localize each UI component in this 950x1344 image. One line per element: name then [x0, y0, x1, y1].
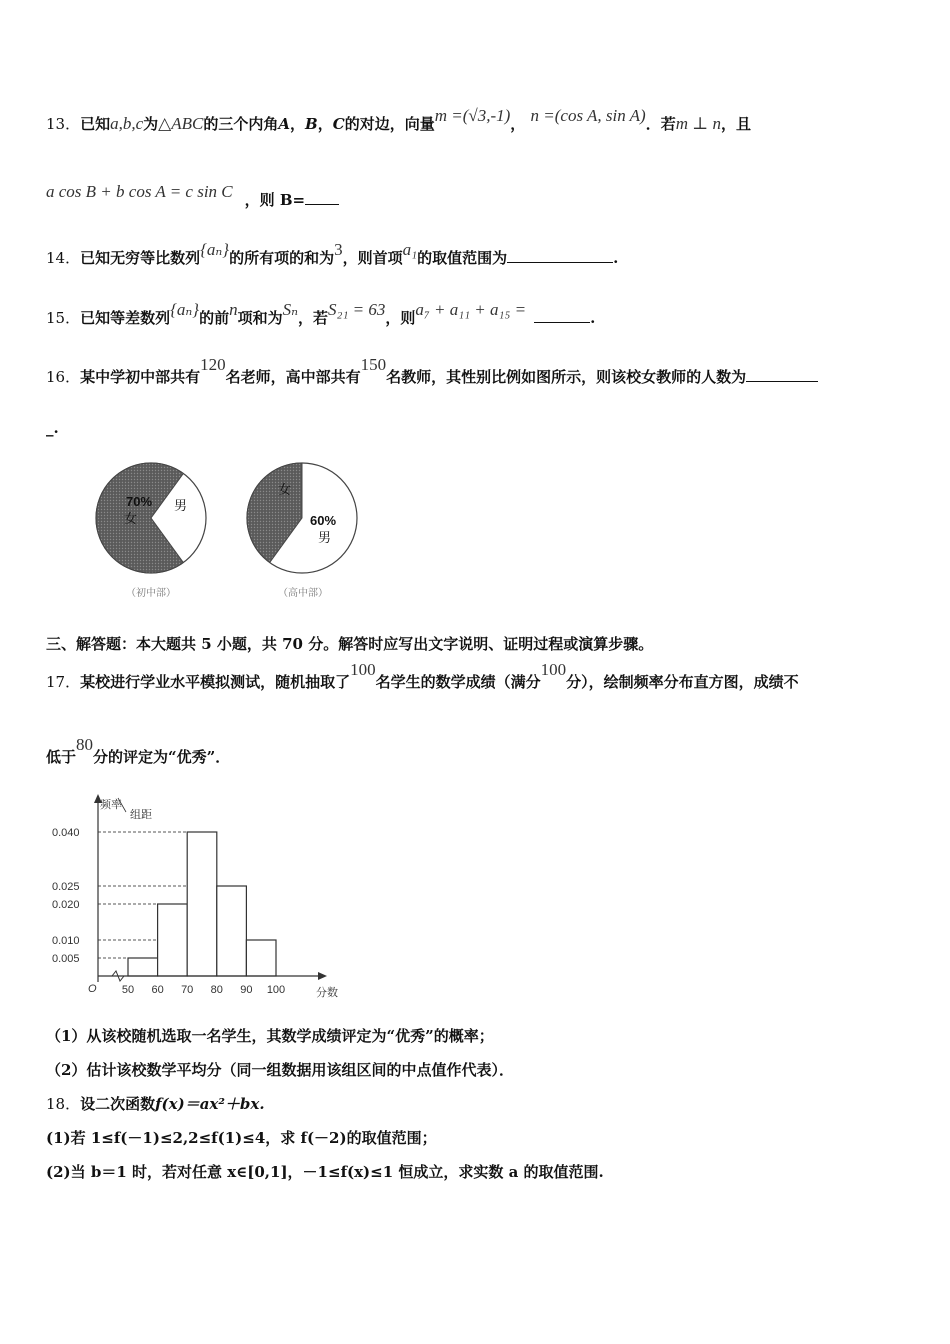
histogram-bar [158, 904, 188, 976]
text: 已知 [80, 115, 111, 133]
text: ，则 [385, 309, 416, 327]
answer-blank [534, 308, 590, 323]
text: 低于 [46, 748, 77, 766]
text: A [278, 115, 291, 133]
text: 三、解答题：本大题共 5 小题，共 70 分。解答时应写出文字说明、证明过程或演算步骤。 [46, 635, 654, 653]
question-number: 16． [46, 368, 81, 386]
histogram [48, 790, 358, 1010]
histogram-bar [217, 886, 247, 976]
q16-line1 [46, 355, 818, 387]
q17-line2 [46, 735, 231, 767]
math-function: f(x)＝ax²＋bx. [155, 1095, 265, 1113]
math-vector-n: n =(cos A, sin A) [530, 106, 646, 125]
q13-line2 [46, 182, 339, 210]
q17-sub2 [46, 1060, 514, 1080]
text: 的前 [199, 309, 230, 327]
pie-senior-caption: （高中部） [278, 588, 328, 599]
answer-blank [746, 367, 818, 382]
math-value: 100 [540, 660, 567, 679]
math-abc: a,b,c [110, 114, 144, 133]
y-tick-label: 0.040 [52, 827, 80, 839]
math-value: 150 [360, 355, 387, 374]
x-tick-label: 100 [266, 984, 286, 996]
text: 的所有项的和为 [229, 249, 335, 267]
math-value: 3 [334, 240, 343, 259]
pie-charts [88, 460, 378, 610]
text: 某校进行学业水平模拟测试，随机抽取了 [80, 673, 351, 691]
text: 的对边，向量 [344, 115, 435, 133]
text: C [332, 115, 345, 133]
math-n: n [229, 300, 238, 319]
text: . [613, 249, 619, 267]
pie-senior-male-label: 男 [318, 530, 332, 545]
origin-label: O [88, 983, 97, 995]
math-triangle: △ABC [158, 114, 204, 133]
text: 分的评定为“优秀”． [93, 748, 231, 766]
histogram-x-ticks [122, 984, 285, 996]
histogram-y-ticks [52, 827, 80, 965]
question-number: 13． [46, 115, 81, 133]
math-equation: a cos B + b cos A = c sin C [46, 182, 233, 201]
q18-line1 [46, 1094, 265, 1114]
answer-blank [507, 248, 613, 263]
text: 的取值范围为 [417, 249, 508, 267]
text: ， [510, 115, 526, 133]
q18-part1 [46, 1128, 437, 1148]
y-tick-label: 0.025 [52, 881, 80, 893]
q16-line2 [46, 418, 59, 438]
math-sequence: {aₙ} [200, 240, 230, 259]
text: ．若 [645, 115, 676, 133]
x-tick-label: 90 [240, 984, 253, 996]
pie-junior-male-label: 男 [174, 498, 188, 513]
text: 名教师，其性别比例如图所示，则该校女教师的人数为 [386, 368, 747, 386]
text: . [590, 309, 596, 327]
x-tick-label: 50 [121, 984, 135, 996]
pie-junior [96, 463, 206, 599]
y-tick-label: 0.020 [52, 899, 80, 911]
math-sn: Sₙ [282, 300, 299, 319]
text: 名老师，高中部共有 [225, 368, 361, 386]
question-number: 15． [46, 309, 81, 327]
pie-junior-female-label: 女 [124, 511, 138, 526]
question-number: 17． [46, 673, 81, 691]
text: 已知无穷等比数列 [80, 249, 201, 267]
q18-part2 [46, 1162, 604, 1182]
pie-senior [247, 463, 357, 599]
pie-junior-pct: 70% [126, 494, 153, 509]
text: （1）从该校随机选取一名学生，其数学成绩评定为“优秀”的概率； [46, 1027, 494, 1045]
text: （2）估计该校数学平均分（同一组数据用该组区间的中点值作代表）． [46, 1061, 514, 1079]
q17-line1 [46, 660, 799, 692]
y-tick-label: 0.005 [52, 953, 80, 965]
answer-blank [305, 190, 339, 205]
histogram-bar [128, 958, 158, 976]
text: _. [46, 419, 59, 437]
pie-senior-female-label: 女 [278, 482, 292, 497]
math-value: 100 [350, 660, 376, 679]
pie-senior-pct: 60% [310, 513, 337, 528]
q14-line [46, 240, 619, 268]
text: (2)当 b＝1 时，若对任意 x∈[0,1]，－1≤f(x)≤1 恒成立，求实数 a 的取值范围. [46, 1163, 604, 1181]
math-s21: S₂₁ = 63 [328, 300, 386, 319]
text: 分），绘制频率分布直方图，成绩不 [566, 673, 799, 691]
y-label-top: 频率 [100, 799, 122, 811]
text: 已知等差数列 [80, 309, 171, 327]
text: ， [290, 115, 306, 133]
text: 的三个内角 [203, 115, 279, 133]
x-tick-label: 70 [181, 984, 194, 996]
x-tick-label: 60 [151, 984, 164, 996]
question-number: 14． [46, 249, 81, 267]
text: ，则首项 [342, 249, 403, 267]
x-label: 分数 [316, 987, 338, 999]
text: ，则 B= [244, 191, 306, 209]
y-label-bottom: 组距 [130, 809, 152, 821]
text: ，若 [298, 309, 329, 327]
text: ， [317, 115, 333, 133]
text: (1)若 1≤f(－1)≤2,2≤f(1)≤4，求 f(－2)的取值范围； [46, 1129, 437, 1147]
text: 设二次函数 [80, 1095, 156, 1113]
q15-line [46, 300, 596, 328]
math-value: 80 [76, 735, 94, 754]
text: 为 [143, 115, 159, 133]
q13-line1 [46, 106, 752, 134]
q17-sub1 [46, 1026, 494, 1046]
math-vector-m: m =(√3,-1) [434, 106, 511, 125]
text: 项和为 [237, 309, 283, 327]
math-perp: m ⊥ n [675, 114, 721, 133]
question-number: 18． [46, 1095, 81, 1113]
math-sequence: {aₙ} [170, 300, 200, 319]
x-tick-label: 80 [210, 984, 223, 996]
math-sum: a₇ + a₁₁ + a₁₅ = [415, 300, 527, 319]
text: 名学生的数学成绩（满分 [375, 673, 541, 691]
x-axis-arrow [318, 972, 327, 980]
math-value: 120 [200, 355, 226, 374]
histogram-bar [246, 940, 276, 976]
text: B [305, 115, 318, 133]
text: ，且 [721, 115, 752, 133]
histogram-bar [187, 832, 217, 976]
y-tick-label: 0.010 [52, 935, 80, 947]
section-heading [46, 634, 653, 654]
math-a1: a₁ [402, 240, 418, 259]
text: 某中学初中部共有 [80, 368, 201, 386]
pie-junior-caption: （初中部） [126, 588, 176, 599]
